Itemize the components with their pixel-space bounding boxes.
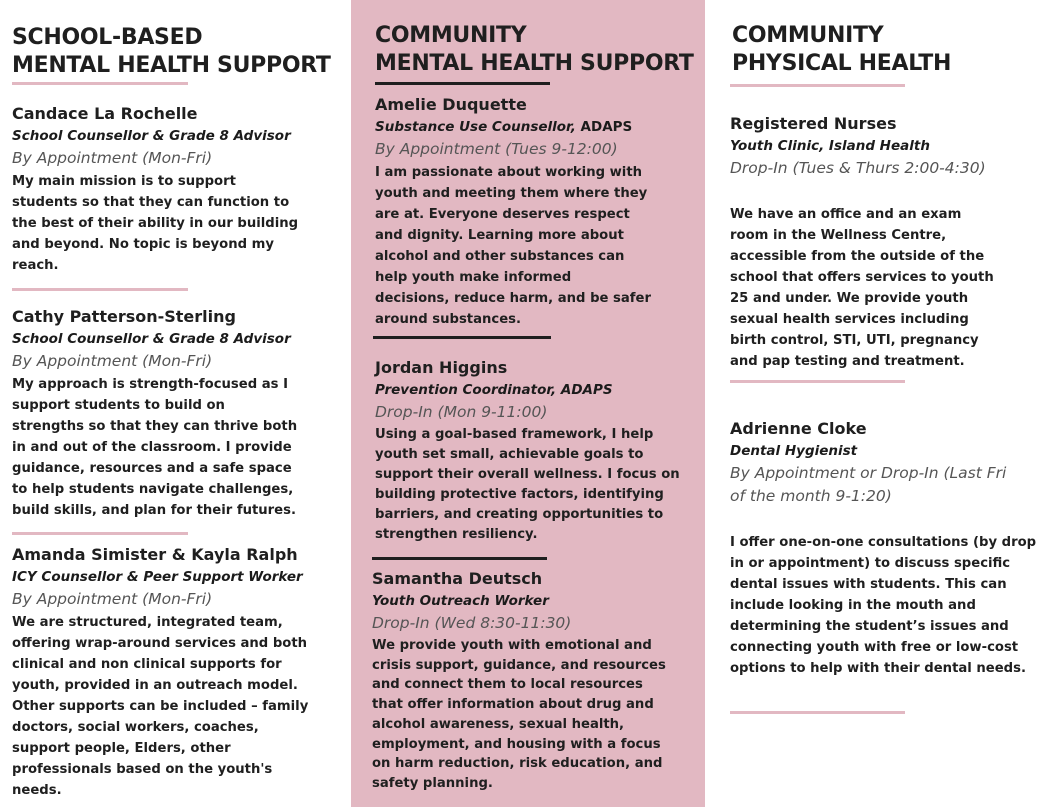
divider	[373, 336, 551, 339]
staff-name: Cathy Patterson-Sterling	[12, 307, 236, 326]
divider	[730, 380, 905, 383]
staff-availability: By Appointment (Mon-Fri)	[12, 149, 213, 167]
staff-name: Amanda Simister & Kayla Ralph	[12, 545, 298, 564]
heading-line: MENTAL HEALTH SUPPORT	[375, 51, 694, 76]
staff-availability: By Appointment (Mon-Fri)	[12, 590, 213, 608]
heading-line: PHYSICAL HEALTH	[732, 51, 952, 76]
heading-line: COMMUNITY	[375, 23, 527, 48]
divider	[12, 288, 188, 291]
heading-line: SCHOOL-BASED	[12, 25, 203, 50]
staff-description: I offer one-on-one consultations (by drop in or appointment) to discuss specific dental issues with students. This can include looking in the mouth and determining the student’s issues and connecting youth with free or low-cost options to help with their dental needs.	[730, 535, 1037, 676]
staff-description: My approach is strength-focused as I support students to build on strengths so that they can thrive both in and out of the classroom. I provide guidance, resources and a safe space to help students navigate challenges, build skills, and plan for their futures.	[12, 377, 298, 518]
staff-entry	[12, 104, 298, 276]
staff-description: We provide youth with emotional and crisis support, guidance, and resources and connect them to local resources that offer information about drug and alcohol awareness, sexual health, employment, and housing with a focus on harm reduction, risk education, and safety planning.	[372, 638, 666, 791]
staff-entry	[372, 569, 666, 794]
divider	[730, 84, 905, 87]
staff-entry	[730, 419, 1036, 679]
staff-availability: By Appointment or Drop-In (Last Fri of the month 9-1:20)	[730, 464, 1007, 505]
staff-description: Using a goal-based framework, I help youth set small, achievable goals to support their overall wellness. I focus on building protective factors, identifying barriers, and creating opportunities to strengthen resiliency.	[375, 427, 680, 542]
divider	[375, 82, 550, 85]
staff-availability: By Appointment (Mon-Fri)	[12, 352, 213, 370]
staff-availability: Drop-In (Mon 9-11:00)	[375, 403, 548, 421]
staff-name: Jordan Higgins	[375, 358, 508, 377]
staff-role: Youth Clinic, Island Health	[730, 138, 930, 154]
staff-availability: Drop-In (Wed 8:30-11:30)	[372, 614, 572, 632]
staff-description: We have an office and an exam room in the Wellness Centre, accessible from the outside of the school that offers services to youth 25 and under. We provide youth sexual health services including birth control, STI, UTI, pregnancy and pap testing and treatment.	[730, 207, 994, 369]
staff-entry	[12, 545, 308, 801]
staff-role: School Counsellor & Grade 8 Advisor	[12, 331, 291, 347]
staff-description: I am passionate about working with youth and meeting them where they are at. Everyone deserves respect and dignity. Learning more about alcohol and other substances can help youth make informed decisions, reduce harm, and be safer around substances.	[375, 165, 651, 327]
divider	[12, 82, 188, 85]
staff-availability: By Appointment (Tues 9-12:00)	[375, 140, 618, 158]
heading-line: MENTAL HEALTH SUPPORT	[12, 53, 331, 78]
heading-line: COMMUNITY	[732, 23, 884, 48]
column-heading	[375, 22, 694, 78]
staff-entry	[375, 358, 680, 545]
staff-role: Prevention Coordinator, ADAPS	[375, 382, 613, 398]
divider	[730, 711, 905, 714]
column-heading	[732, 22, 951, 78]
staff-entry	[730, 114, 994, 372]
community-physical-health-column	[705, 0, 1050, 807]
school-based-column	[0, 0, 350, 807]
staff-role: Youth Outreach Worker	[372, 593, 549, 609]
staff-name: Registered Nurses	[730, 114, 897, 133]
staff-entry	[375, 95, 651, 330]
staff-role: School Counsellor & Grade 8 Advisor	[12, 128, 291, 144]
column-heading	[12, 24, 331, 80]
staff-description: We are structured, integrated team, offering wrap-around services and both clinical and non clinical supports for youth, provided in an outreach model. Other supports can be included – family doctors, social workers, coaches, support people, Elders, other professionals based on the youth's needs.	[12, 615, 309, 798]
staff-name: Amelie Duquette	[375, 95, 527, 114]
community-mental-health-column	[351, 0, 705, 807]
staff-description: My main mission is to support students so that they can function to the best of their ability in our building and beyond. No topic is beyond my reach.	[12, 174, 299, 273]
divider	[12, 532, 188, 535]
divider	[372, 557, 547, 560]
staff-role: Substance Use Counsellor, ADAPS	[375, 119, 633, 135]
staff-name: Samantha Deutsch	[372, 569, 543, 588]
staff-role: Dental Hygienist	[730, 443, 858, 459]
staff-role: ICY Counsellor & Peer Support Worker	[12, 569, 303, 585]
staff-entry	[12, 307, 297, 521]
staff-availability: Drop-In (Tues & Thurs 2:00-4:30)	[730, 159, 986, 177]
staff-name: Candace La Rochelle	[12, 104, 198, 123]
staff-name: Adrienne Cloke	[730, 419, 867, 438]
